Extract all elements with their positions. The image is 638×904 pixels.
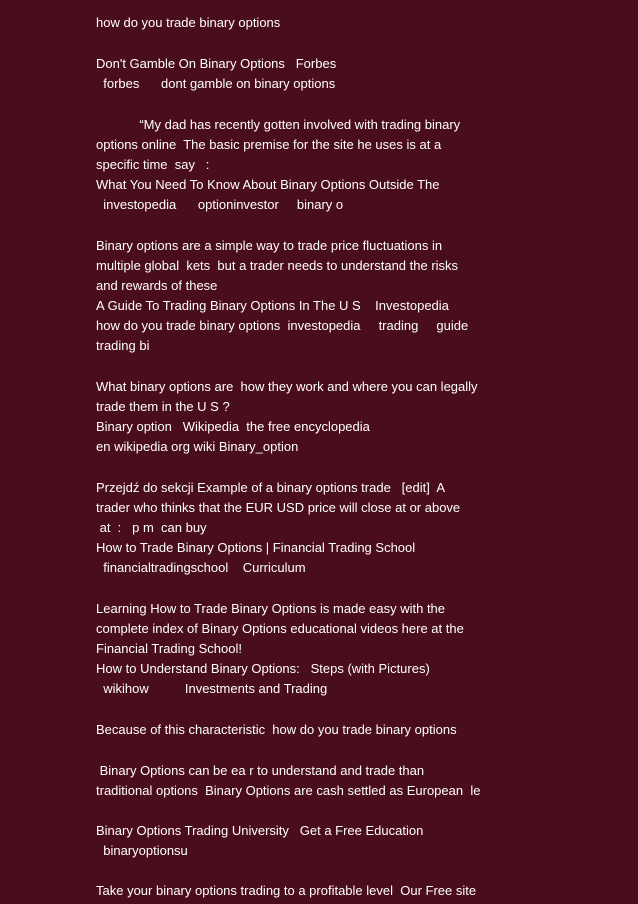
result-title: Don't Gamble On Binary Options Forbes (96, 56, 337, 71)
text-line: options online The basic premise for the site he uses is at a (96, 137, 442, 152)
result-title: How to Trade Binary Options | Financial Trading School (96, 540, 416, 555)
text-line: Learning How to Trade Binary Options is made easy with the (96, 601, 446, 616)
result-url: forbes dont gamble on binary options (96, 76, 336, 91)
result-url: financialtradingschool Curriculum (96, 560, 306, 575)
text-line: Financial Trading School! (96, 641, 242, 656)
text-line: Take your binary options trading to a profitable level Our Free site (96, 883, 477, 898)
text-line: specific time say : (96, 157, 210, 172)
text-line: Przejdź do sekcji Example of a binary options trade [edit] A (96, 480, 446, 495)
text-line: trader who thinks that the EUR USD price will close at or above (96, 500, 461, 515)
result-title: How to Understand Binary Options: Steps (with Pictures) (96, 661, 430, 676)
result-url: how do you trade binary options investopedia trading guide (96, 318, 469, 333)
result-url: trading bi (96, 338, 150, 353)
result-url: en wikipedia org wiki Binary_option (96, 439, 299, 454)
text-line: at : p m can buy (96, 520, 207, 535)
result-title: Binary option Wikipedia the free encyclopedia (96, 419, 370, 434)
result-url: binaryoptionsu (96, 843, 188, 858)
text-line: “My dad has recently gotten involved with trading binary (96, 117, 461, 132)
text-line: multiple global kets but a trader needs to understand the risks (96, 258, 459, 273)
text-line: What binary options are how they work and where you can legally (96, 379, 478, 394)
result-title: A Guide To Trading Binary Options In The U S Investopedia (96, 298, 449, 313)
text-line: Because of this characteristic how do you trade binary options (96, 722, 457, 737)
text-line: and rewards of these (96, 278, 218, 293)
text-line: trade them in the U S ? (96, 399, 230, 414)
result-url: wikihow Investments and Trading (96, 681, 328, 696)
text-line: complete index of Binary Options educational videos here at the (96, 621, 464, 636)
result-title: What You Need To Know About Binary Options Outside The (96, 177, 440, 192)
result-url: investopedia optioninvestor binary o (96, 197, 344, 212)
text-line: how do you trade binary options (96, 15, 281, 30)
text-line: Binary Options can be ea r to understand and trade than (96, 763, 425, 778)
text-line: traditional options Binary Options are cash settled as European le (96, 783, 481, 798)
result-title: Binary Options Trading University Get a Free Education (96, 823, 424, 838)
text-line: Binary options are a simple way to trade price fluctuations in (96, 238, 443, 253)
